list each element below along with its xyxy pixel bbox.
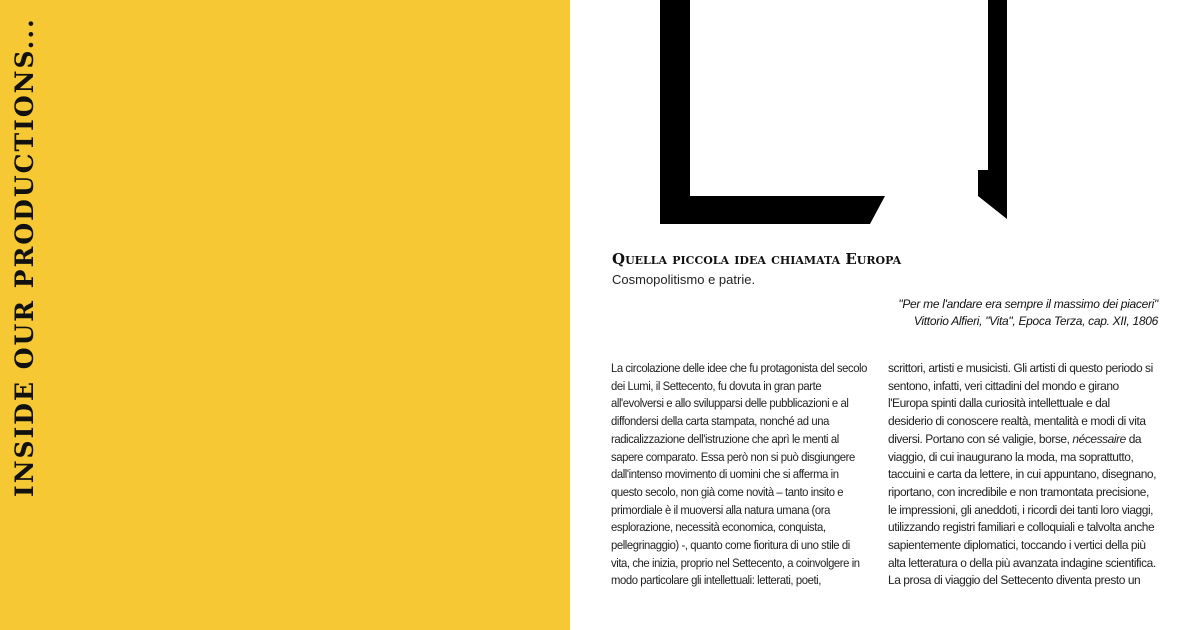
quote-text: "Per me l'andare era sempre il massimo dei piaceri" (898, 297, 1158, 311)
yellow-side-panel (0, 0, 570, 630)
article-title: Quella piccola idea chiamata Europa (612, 250, 902, 268)
text-line: pellegrinaggio) -, quanto come fioritura di uno stile di (611, 538, 850, 553)
text-line: viaggio, di cui inaugurano la moda, ma soprattutto, (888, 449, 1134, 464)
text-line: vita, che inizia, proprio nel Settecento, a coinvolgere in (611, 555, 860, 570)
text-line: radicalizzazione dell'istruzione che aprì le menti al (611, 431, 839, 446)
text-line: La circolazione delle idee che fu protagonista del secolo (611, 361, 867, 375)
text-line: riportano, con incredibile e non tramontata precisione, (888, 484, 1149, 499)
text-line: sentono, infatti, veri cittadini del mondo e girano (888, 378, 1119, 393)
article-subtitle: Cosmopolitismo e patrie. (612, 272, 756, 287)
text-line: dall'intenso movimento di uomini che si afferma in (611, 467, 839, 482)
text-line: esplorazione, necessità economica, conquista, (611, 520, 826, 535)
text-line: utilizzando registri familiari e colloquiali e talvolta anche (888, 520, 1155, 535)
text-line: scrittori, artisti e musicisti. Gli artisti di questo periodo si (888, 361, 1153, 375)
text-line: diffondersi della carta stampata, nonché ad una (611, 414, 829, 429)
text-line: taccuini e carta da lettere, in cui appuntano, disegnano, (888, 467, 1156, 482)
epigraph-quote (898, 296, 1158, 330)
text-line: sapientemente diplomatici, toccando i vertici della più (888, 538, 1146, 553)
text-line: La prosa di viaggio del Settecento diventa presto un (888, 573, 1141, 588)
text-line: diversi. Portano con sé valigie, borse, nécessaire da (888, 431, 1142, 446)
text-line: le impressioni, gli aneddoti, i ricordi dei tanti loro viaggi, (888, 502, 1154, 517)
text-line: l'Europa spinti dalla curiosità intellettuale e dal (888, 396, 1110, 411)
body-column-right (888, 360, 1156, 590)
decorative-letterforms (570, 0, 1200, 240)
letter-u-shape (966, 0, 1007, 219)
quote-attribution: Vittorio Alfieri, "Vita", Epoca Terza, cap. XII, 1806 (913, 314, 1158, 328)
text-line: questo secolo, non già come novità – tanto insito e (611, 484, 844, 499)
text-line: primordiale è il muoversi alla natura umana (ora (611, 502, 830, 517)
text-line: dei Lumi, il Settecento, fu dovuta in gran parte (611, 378, 822, 393)
text-line: desiderio di conoscere realtà, mentalità e modi di vita (888, 414, 1146, 429)
body-column-left (611, 360, 867, 590)
article-page (570, 0, 1200, 630)
side-title: INSIDE OUR PRODUCTIONS... (10, 17, 39, 497)
text-line: all'evolversi e allo svilupparsi delle pubblicazioni e al (611, 396, 849, 411)
letter-l-shape (660, 0, 885, 224)
text-line: sapere comparato. Essa però non si può disgiungere (611, 449, 855, 464)
text-line: modo particolare gli intellettuali: letterati, poeti, (611, 573, 821, 588)
text-line: alta letteratura o della più avanzata indagine scientifica. (888, 555, 1156, 570)
